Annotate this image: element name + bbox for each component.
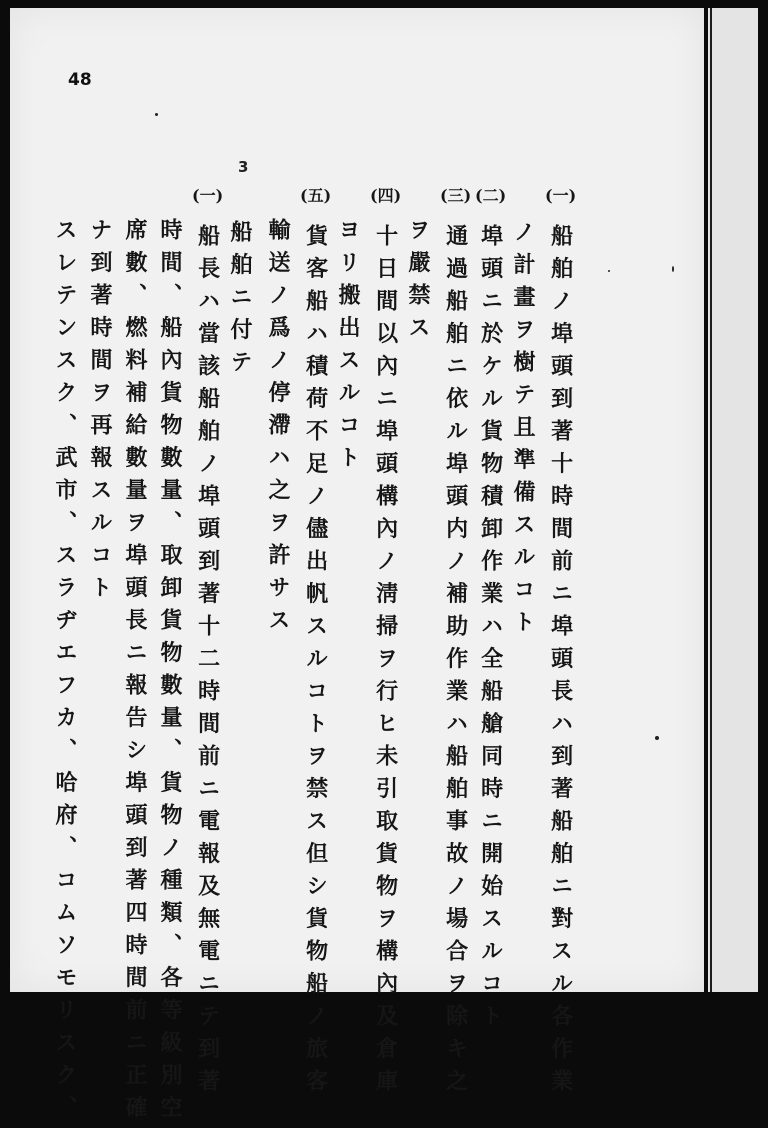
scan-speck: [655, 736, 659, 740]
item-marker: (一): [192, 186, 224, 205]
page-binding-line: [710, 8, 712, 992]
text-column-1: [545, 183, 576, 1102]
text-column-15: [52, 218, 78, 1128]
text-column-7: [335, 218, 361, 478]
column-text: 船舶ニ付テ: [227, 220, 253, 383]
column-text: 船舶ノ埠頭到著十時間前ニ埠頭長ハ到著船舶ニ對スル各作業: [547, 224, 574, 1102]
page-number: 48: [68, 70, 92, 90]
column-text: 席數、燃料補給數量ヲ埠頭長ニ報告シ埠頭到著四時間前ニ正確: [122, 218, 148, 1128]
text-column-11: [192, 183, 223, 1102]
scan-speck: [672, 266, 674, 272]
column-text: 埠頭ニ於ケル貨物積卸作業ハ全船艙同時ニ開始スルコト: [477, 224, 504, 1037]
column-text: 時間、船內貨物數量、取卸貨物數量、貨物ノ種類、各等級別空: [157, 218, 183, 1128]
scan-speck: [608, 270, 610, 272]
section-number: 3: [238, 158, 249, 176]
column-text: 輸送ノ爲ノ停滯ハ之ヲ許サス: [265, 218, 291, 641]
text-column-2: [510, 220, 536, 643]
text-column-9: [265, 218, 291, 641]
item-marker: (四): [370, 186, 402, 205]
column-text: ナ到著時間ヲ再報スルコト: [87, 218, 113, 608]
text-column-6: [370, 183, 401, 1102]
document-page: [10, 8, 704, 1128]
column-text: スレテンスク、武市、スラヂエフカ、哈府、コムソモリスク、: [52, 218, 78, 1128]
adjacent-page-edge: [708, 8, 758, 992]
text-column-12: [157, 218, 183, 1128]
text-column-3: [475, 183, 506, 1037]
text-column-5: [405, 218, 431, 348]
item-marker: (五): [300, 186, 332, 205]
scan-speck: [155, 113, 158, 116]
column-text: 十日間以內ニ埠頭構內ノ淸掃ヲ行ヒ未引取貨物ヲ構內及倉庫: [372, 224, 399, 1102]
column-text: ヨリ搬出スルコト: [335, 218, 361, 478]
column-text: ノ計畫ヲ樹テ且準備スルコト: [510, 220, 536, 643]
text-column-4: [440, 183, 471, 1102]
text-column-10: [227, 220, 253, 383]
column-text: 貨客船ハ積荷不足ノ儘出帆スルコトヲ禁ス但シ貨物船ノ旅客: [302, 224, 329, 1102]
column-text: 通過船舶ニ依ル埠頭内ノ補助作業ハ船舶事故ノ場合ヲ除キ之: [442, 224, 469, 1102]
item-marker: (三): [440, 186, 472, 205]
column-text: ヲ嚴禁ス: [405, 218, 431, 348]
item-marker: (二): [475, 186, 507, 205]
text-column-8: [300, 183, 331, 1102]
text-column-14: [87, 218, 113, 608]
text-column-13: [122, 218, 148, 1128]
item-marker: (一): [545, 186, 577, 205]
column-text: 船長ハ當該船舶ノ埠頭到著十二時間前ニ電報及無電ニテ到著: [194, 224, 221, 1102]
